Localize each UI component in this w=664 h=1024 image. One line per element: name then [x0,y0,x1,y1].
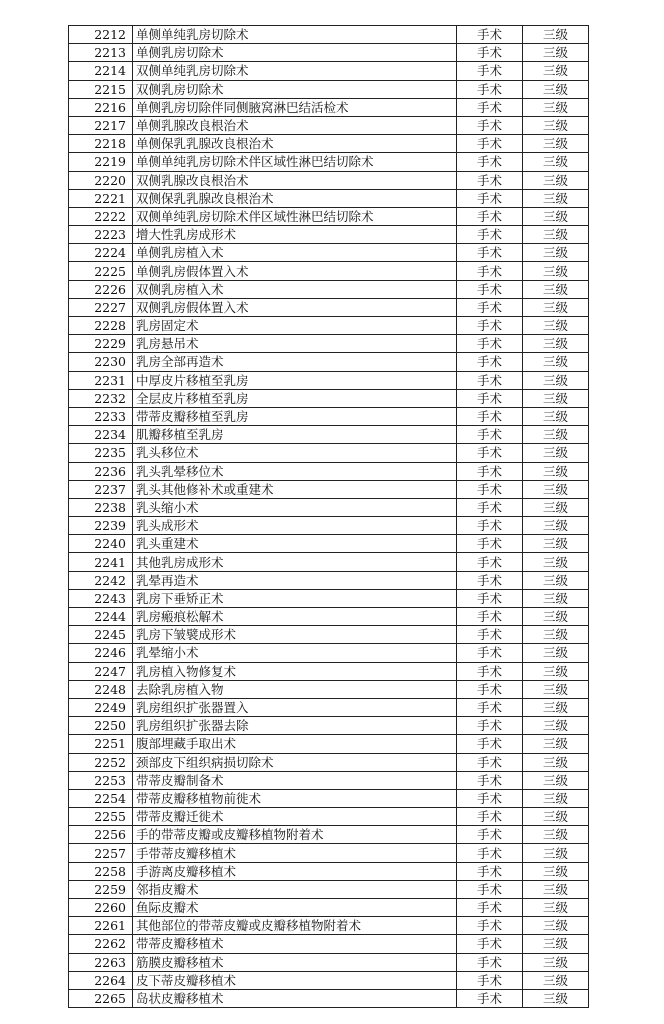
row-number: 2261 [69,917,133,935]
procedure-type: 手术 [457,171,523,189]
procedure-name: 单侧乳房假体置入术 [133,262,457,280]
procedure-type: 手术 [457,498,523,516]
procedure-type: 手术 [457,44,523,62]
row-number: 2258 [69,862,133,880]
procedure-type: 手术 [457,662,523,680]
row-number: 2224 [69,244,133,262]
procedure-name: 乳房植入物修复术 [133,662,457,680]
procedure-level: 三级 [523,589,589,607]
procedure-level: 三级 [523,389,589,407]
procedure-type: 手术 [457,189,523,207]
procedure-name: 带蒂皮瓣移植物前徙术 [133,789,457,807]
procedure-type: 手术 [457,953,523,971]
row-number: 2231 [69,371,133,389]
procedure-level: 三级 [523,317,589,335]
procedure-name: 邻指皮瓣术 [133,880,457,898]
row-number: 2214 [69,62,133,80]
procedure-name: 双侧乳房假体置入术 [133,298,457,316]
procedure-name: 单侧单纯乳房切除术伴区域性淋巴结切除术 [133,153,457,171]
procedure-name: 带蒂皮瓣迁徙术 [133,808,457,826]
procedure-type: 手术 [457,735,523,753]
procedure-name: 双侧保乳乳腺改良根治术 [133,189,457,207]
procedure-level: 三级 [523,335,589,353]
procedure-name: 乳头重建术 [133,535,457,553]
procedure-level: 三级 [523,98,589,116]
table-row [69,226,589,244]
row-number: 2217 [69,116,133,134]
procedure-type: 手术 [457,335,523,353]
procedure-name: 增大性乳房成形术 [133,226,457,244]
procedure-name: 双侧单纯乳房切除术 [133,62,457,80]
row-number: 2219 [69,153,133,171]
row-number: 2240 [69,535,133,553]
procedure-name: 单侧单纯乳房切除术 [133,26,457,44]
table-row [69,298,589,316]
procedure-level: 三级 [523,498,589,516]
table-row [69,280,589,298]
row-number: 2220 [69,171,133,189]
procedure-level: 三级 [523,935,589,953]
table-row [69,553,589,571]
procedure-level: 三级 [523,717,589,735]
row-number: 2213 [69,44,133,62]
procedure-level: 三级 [523,826,589,844]
procedure-type: 手术 [457,571,523,589]
procedure-name: 单侧乳房植入术 [133,244,457,262]
table-row [69,571,589,589]
row-number: 2215 [69,80,133,98]
procedure-name: 乳头移位术 [133,444,457,462]
procedure-level: 三级 [523,262,589,280]
procedure-name: 皮下蒂皮瓣移植术 [133,971,457,989]
table-row [69,98,589,116]
row-number: 2251 [69,735,133,753]
procedure-type: 手术 [457,80,523,98]
procedure-name: 带蒂皮瓣移植至乳房 [133,407,457,425]
row-number: 2248 [69,680,133,698]
row-number: 2227 [69,298,133,316]
row-number: 2235 [69,444,133,462]
procedure-type: 手术 [457,862,523,880]
procedure-level: 三级 [523,171,589,189]
procedure-type: 手术 [457,226,523,244]
procedure-level: 三级 [523,44,589,62]
table-row [69,462,589,480]
row-number: 2263 [69,953,133,971]
row-number: 2255 [69,808,133,826]
procedure-level: 三级 [523,644,589,662]
row-number: 2262 [69,935,133,953]
table-row [69,498,589,516]
procedure-type: 手术 [457,626,523,644]
procedure-level: 三级 [523,698,589,716]
procedure-type: 手术 [457,244,523,262]
row-number: 2250 [69,717,133,735]
row-number: 2241 [69,553,133,571]
procedure-name: 乳房全部再造术 [133,353,457,371]
table-row [69,717,589,735]
table-row [69,808,589,826]
row-number: 2254 [69,789,133,807]
table-row [69,80,589,98]
procedure-name: 带蒂皮瓣移植术 [133,935,457,953]
row-number: 2221 [69,189,133,207]
table-row [69,171,589,189]
table-row [69,589,589,607]
row-number: 2252 [69,753,133,771]
table-row [69,317,589,335]
row-number: 2212 [69,26,133,44]
table-row [69,62,589,80]
procedure-level: 三级 [523,462,589,480]
table-row [69,517,589,535]
procedure-type: 手术 [457,116,523,134]
procedure-name: 乳房固定术 [133,317,457,335]
procedure-name: 乳头缩小术 [133,498,457,516]
procedure-level: 三级 [523,899,589,917]
procedure-level: 三级 [523,608,589,626]
procedure-type: 手术 [457,389,523,407]
procedure-name: 乳房下垂矫正术 [133,589,457,607]
procedure-type: 手术 [457,426,523,444]
row-number: 2228 [69,317,133,335]
table-row [69,26,589,44]
table-row [69,735,589,753]
procedure-type: 手术 [457,353,523,371]
procedure-name: 带蒂皮瓣制备术 [133,771,457,789]
procedure-type: 手术 [457,298,523,316]
procedure-name: 双侧乳房植入术 [133,280,457,298]
procedure-level: 三级 [523,353,589,371]
procedure-type: 手术 [457,844,523,862]
procedure-name: 乳房下皱襞成形术 [133,626,457,644]
procedure-table-body [69,26,589,1008]
procedure-type: 手术 [457,553,523,571]
procedure-name: 乳晕再造术 [133,571,457,589]
procedure-level: 三级 [523,244,589,262]
procedure-level: 三级 [523,626,589,644]
procedure-type: 手术 [457,462,523,480]
table-row [69,207,589,225]
table-row [69,444,589,462]
procedure-name: 单侧乳房切除伴同侧腋窝淋巴结活检术 [133,98,457,116]
procedure-type: 手术 [457,407,523,425]
row-number: 2249 [69,698,133,716]
row-number: 2260 [69,899,133,917]
procedure-table [68,25,589,1008]
row-number: 2239 [69,517,133,535]
table-row [69,862,589,880]
procedure-name: 乳晕缩小术 [133,644,457,662]
table-row [69,626,589,644]
row-number: 2232 [69,389,133,407]
procedure-type: 手术 [457,935,523,953]
procedure-name: 筋膜皮瓣移植术 [133,953,457,971]
procedure-name: 肌瓣移植至乳房 [133,426,457,444]
row-number: 2265 [69,989,133,1007]
table-row [69,535,589,553]
procedure-name: 乳房组织扩张器去除 [133,717,457,735]
table-row [69,971,589,989]
row-number: 2216 [69,98,133,116]
row-number: 2246 [69,644,133,662]
procedure-type: 手术 [457,717,523,735]
procedure-type: 手术 [457,135,523,153]
table-row [69,753,589,771]
table-row [69,608,589,626]
procedure-type: 手术 [457,535,523,553]
procedure-level: 三级 [523,880,589,898]
procedure-level: 三级 [523,753,589,771]
procedure-level: 三级 [523,26,589,44]
row-number: 2225 [69,262,133,280]
procedure-level: 三级 [523,407,589,425]
row-number: 2237 [69,480,133,498]
procedure-name: 乳房悬吊术 [133,335,457,353]
procedure-name: 乳头乳晕移位术 [133,462,457,480]
procedure-level: 三级 [523,862,589,880]
table-row [69,371,589,389]
procedure-level: 三级 [523,735,589,753]
table-row [69,698,589,716]
table-row [69,135,589,153]
procedure-level: 三级 [523,426,589,444]
procedure-level: 三级 [523,517,589,535]
procedure-level: 三级 [523,989,589,1007]
procedure-level: 三级 [523,553,589,571]
procedure-type: 手术 [457,26,523,44]
row-number: 2243 [69,589,133,607]
procedure-level: 三级 [523,226,589,244]
table-row [69,899,589,917]
row-number: 2234 [69,426,133,444]
row-number: 2259 [69,880,133,898]
procedure-type: 手术 [457,262,523,280]
procedure-type: 手术 [457,753,523,771]
row-number: 2230 [69,353,133,371]
procedure-type: 手术 [457,971,523,989]
table-row [69,389,589,407]
row-number: 2244 [69,608,133,626]
procedure-name: 手的带蒂皮瓣或皮瓣移植物附着术 [133,826,457,844]
row-number: 2257 [69,844,133,862]
row-number: 2236 [69,462,133,480]
row-number: 2264 [69,971,133,989]
procedure-level: 三级 [523,153,589,171]
procedure-type: 手术 [457,899,523,917]
procedure-type: 手术 [457,644,523,662]
procedure-level: 三级 [523,789,589,807]
procedure-name: 鱼际皮瓣术 [133,899,457,917]
table-row [69,262,589,280]
procedure-name: 双侧乳房切除术 [133,80,457,98]
procedure-level: 三级 [523,680,589,698]
table-row [69,680,589,698]
procedure-type: 手术 [457,989,523,1007]
procedure-type: 手术 [457,808,523,826]
procedure-type: 手术 [457,771,523,789]
procedure-level: 三级 [523,971,589,989]
table-row [69,935,589,953]
procedure-type: 手术 [457,480,523,498]
procedure-level: 三级 [523,62,589,80]
table-row [69,789,589,807]
row-number: 2218 [69,135,133,153]
procedure-name: 中厚皮片移植至乳房 [133,371,457,389]
procedure-name: 手带蒂皮瓣移植术 [133,844,457,862]
procedure-level: 三级 [523,298,589,316]
procedure-name: 颈部皮下组织病损切除术 [133,753,457,771]
procedure-type: 手术 [457,589,523,607]
row-number: 2238 [69,498,133,516]
procedure-type: 手术 [457,153,523,171]
procedure-name: 单侧乳腺改良根治术 [133,116,457,134]
procedure-level: 三级 [523,771,589,789]
procedure-type: 手术 [457,62,523,80]
row-number: 2256 [69,826,133,844]
row-number: 2222 [69,207,133,225]
table-row [69,153,589,171]
procedure-name: 去除乳房植入物 [133,680,457,698]
row-number: 2242 [69,571,133,589]
procedure-type: 手术 [457,444,523,462]
row-number: 2226 [69,280,133,298]
table-row [69,844,589,862]
procedure-name: 全层皮片移植至乳房 [133,389,457,407]
row-number: 2223 [69,226,133,244]
procedure-type: 手术 [457,917,523,935]
procedure-level: 三级 [523,480,589,498]
procedure-type: 手术 [457,317,523,335]
procedure-name: 乳头成形术 [133,517,457,535]
procedure-level: 三级 [523,371,589,389]
row-number: 2229 [69,335,133,353]
table-row [69,426,589,444]
table-row [69,880,589,898]
table-row [69,662,589,680]
row-number: 2247 [69,662,133,680]
table-row [69,116,589,134]
procedure-level: 三级 [523,571,589,589]
table-row [69,353,589,371]
procedure-level: 三级 [523,280,589,298]
procedure-level: 三级 [523,535,589,553]
procedure-type: 手术 [457,880,523,898]
procedure-type: 手术 [457,698,523,716]
procedure-name: 岛状皮瓣移植术 [133,989,457,1007]
procedure-type: 手术 [457,826,523,844]
procedure-name: 腹部埋藏手取出术 [133,735,457,753]
procedure-type: 手术 [457,280,523,298]
procedure-name: 双侧单纯乳房切除术伴区域性淋巴结切除术 [133,207,457,225]
table-row [69,244,589,262]
procedure-level: 三级 [523,116,589,134]
procedure-level: 三级 [523,808,589,826]
procedure-level: 三级 [523,80,589,98]
table-row [69,480,589,498]
procedure-type: 手术 [457,608,523,626]
procedure-type: 手术 [457,98,523,116]
procedure-name: 单侧保乳乳腺改良根治术 [133,135,457,153]
procedure-level: 三级 [523,444,589,462]
procedure-level: 三级 [523,207,589,225]
procedure-name: 乳房瘢痕松解术 [133,608,457,626]
row-number: 2253 [69,771,133,789]
table-row [69,953,589,971]
procedure-level: 三级 [523,953,589,971]
procedure-type: 手术 [457,680,523,698]
row-number: 2233 [69,407,133,425]
table-row [69,44,589,62]
procedure-level: 三级 [523,917,589,935]
procedure-name: 其他部位的带蒂皮瓣或皮瓣移植物附着术 [133,917,457,935]
table-row [69,917,589,935]
procedure-type: 手术 [457,517,523,535]
table-row [69,407,589,425]
procedure-name: 单侧乳房切除术 [133,44,457,62]
procedure-name: 手游离皮瓣移植术 [133,862,457,880]
procedure-name: 双侧乳腺改良根治术 [133,171,457,189]
table-row [69,644,589,662]
table-row [69,189,589,207]
procedure-type: 手术 [457,207,523,225]
table-row [69,826,589,844]
table-row [69,771,589,789]
procedure-level: 三级 [523,135,589,153]
procedure-name: 乳房组织扩张器置入 [133,698,457,716]
procedure-name: 乳头其他修补术或重建术 [133,480,457,498]
procedure-type: 手术 [457,371,523,389]
procedure-level: 三级 [523,662,589,680]
procedure-name: 其他乳房成形术 [133,553,457,571]
table-row [69,335,589,353]
procedure-level: 三级 [523,844,589,862]
row-number: 2245 [69,626,133,644]
table-row [69,989,589,1007]
procedure-level: 三级 [523,189,589,207]
procedure-type: 手术 [457,789,523,807]
